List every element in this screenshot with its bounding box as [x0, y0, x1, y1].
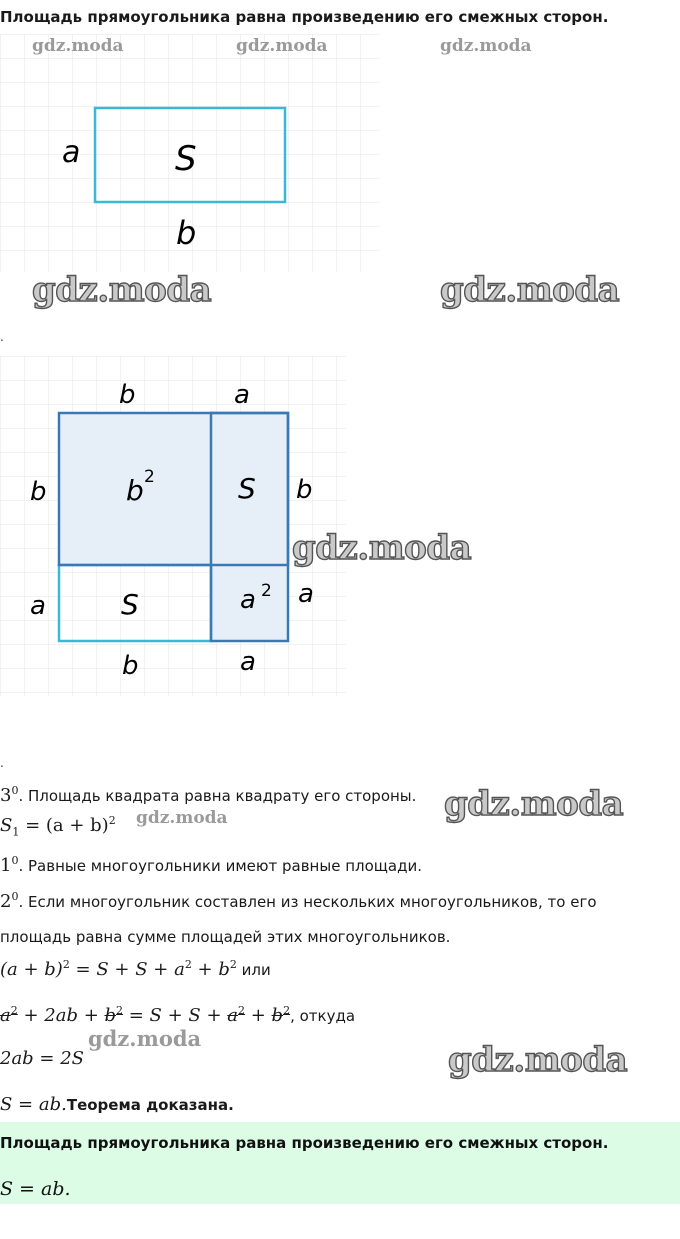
watermark: gdz.moda: [236, 36, 328, 56]
watermark: gdz.moda: [440, 270, 620, 310]
line-composed-polygon-cont: площадь равна сумме площадей этих многоугольников.: [0, 928, 451, 946]
label-cell-s-bottom: S: [121, 588, 139, 621]
label-cell-s-top: S: [238, 472, 256, 505]
formula-s1: $S_1 = (a + b)^2$: [0, 814, 116, 839]
rectangle-figure: [0, 34, 382, 274]
label-bottom-a: a: [240, 647, 256, 677]
formula-2ab: 2ab = 2S: [0, 1048, 85, 1069]
conclusion-box: [0, 1122, 680, 1204]
separator-dot: .: [0, 330, 4, 344]
line-cancellation: $a^2 + 2ab + b^2 = S + S + a^2 + b^2$, откуда: [0, 1004, 356, 1026]
watermark: gdz.moda: [136, 808, 228, 828]
label-left-b: b: [30, 477, 47, 507]
label-top-b: b: [119, 380, 136, 410]
line-square-area: $3^0$. Площадь квадрата равна квадрату его стороны.: [0, 784, 417, 806]
label-side-a: a: [62, 135, 81, 170]
line-theorem-proved: S = ab.Теорема доказана.: [0, 1094, 234, 1115]
label-cell-b-exponent: 2: [144, 467, 155, 487]
label-cell-a-exponent: 2: [261, 581, 272, 601]
label-side-b: b: [176, 214, 197, 252]
watermark: gdz.moda: [440, 36, 532, 56]
label-top-a: a: [234, 380, 250, 410]
label-cell-a: a: [240, 585, 256, 615]
page-heading: Площадь прямоугольника равна произведению его смежных сторон.: [0, 8, 609, 26]
label-bottom-b: b: [122, 651, 139, 681]
label-area-s: S: [175, 139, 197, 179]
watermark: gdz.moda: [292, 528, 472, 568]
label-cell-b: b: [126, 474, 144, 507]
conclusion-formula: S = ab.: [0, 1178, 71, 1200]
separator-dot: .: [0, 756, 4, 770]
label-right-b: b: [296, 475, 313, 505]
conclusion-text: Площадь прямоугольника равна произведению его смежных сторон.: [0, 1134, 609, 1152]
watermark: gdz.moda: [32, 270, 212, 310]
watermark: gdz.moda: [88, 1026, 202, 1051]
square-split-figure: [0, 356, 348, 698]
line-equal-polygons: $1^0$. Равные многоугольники имеют равные площади.: [0, 854, 422, 876]
watermark: gdz.moda: [32, 36, 124, 56]
watermark: gdz.moda: [444, 784, 624, 824]
label-left-a: a: [30, 591, 46, 621]
label-right-a: a: [298, 579, 314, 609]
watermark: gdz.moda: [448, 1040, 628, 1080]
line-composed-polygon: $2^0$. Если многоугольник составлен из нескольких многоугольников, то его: [0, 890, 597, 912]
line-expansion: $(a + b)^2 = S + S + a^2 + b^2$ или: [0, 958, 271, 980]
